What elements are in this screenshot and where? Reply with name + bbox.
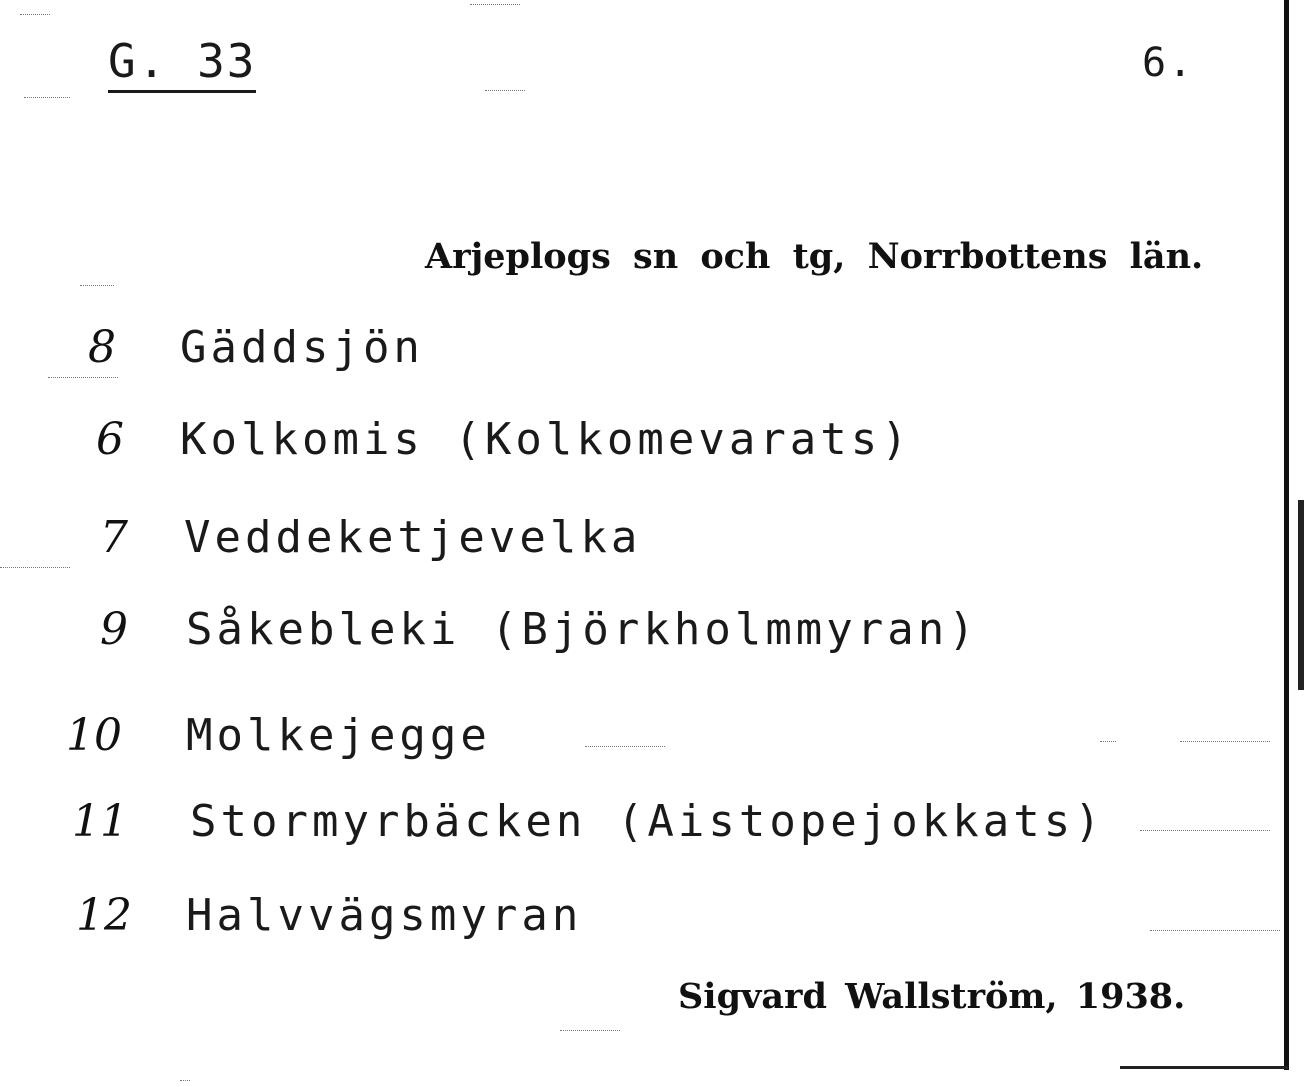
card-bottom-edge <box>1120 1066 1288 1069</box>
entry-row <box>0 318 1280 388</box>
entry-name: Halvvägsmyran <box>186 890 583 941</box>
entry-number: 11 <box>72 796 128 847</box>
scan-speck <box>24 97 70 99</box>
entry-number: 6 <box>96 414 124 465</box>
scan-speck <box>560 1030 620 1032</box>
entry-number: 9 <box>100 604 128 655</box>
entry-row <box>0 600 1280 670</box>
entry-number: 8 <box>88 322 116 373</box>
author-signature-line: Sigvard Wallström, 1938. <box>678 976 1186 1017</box>
card-number: 6. <box>1142 40 1195 86</box>
entry-row <box>0 706 1280 776</box>
scan-speck <box>470 4 520 6</box>
card-right-edge-shadow <box>1298 500 1304 690</box>
entry-row <box>0 886 1280 956</box>
entry-number: 10 <box>66 710 122 761</box>
parish-heading: Arjeplogs sn och tg, Norrbottens län. <box>425 236 1204 277</box>
scan-speck <box>20 14 50 16</box>
entry-name: Kolkomis (Kolkomevarats) <box>180 414 912 465</box>
entry-row <box>0 508 1280 578</box>
entry-row <box>0 792 1280 862</box>
entry-name: Stormyrbäcken (Aistopejokkats) <box>190 796 1105 847</box>
entry-row <box>0 410 1280 480</box>
card-right-edge <box>1284 0 1289 1070</box>
scan-speck <box>180 1080 190 1082</box>
entry-number: 12 <box>76 890 132 941</box>
entry-name: Gäddsjön <box>180 322 424 373</box>
entry-name: Molkejegge <box>186 710 491 761</box>
card-id: G. 33 <box>108 34 256 93</box>
entry-name: Såkebleki (Björkholmmyran) <box>186 604 979 655</box>
entry-number: 7 <box>100 512 128 563</box>
scan-speck <box>485 90 525 92</box>
entry-name: Veddeketjevelka <box>184 512 642 563</box>
scan-speck <box>80 285 114 287</box>
